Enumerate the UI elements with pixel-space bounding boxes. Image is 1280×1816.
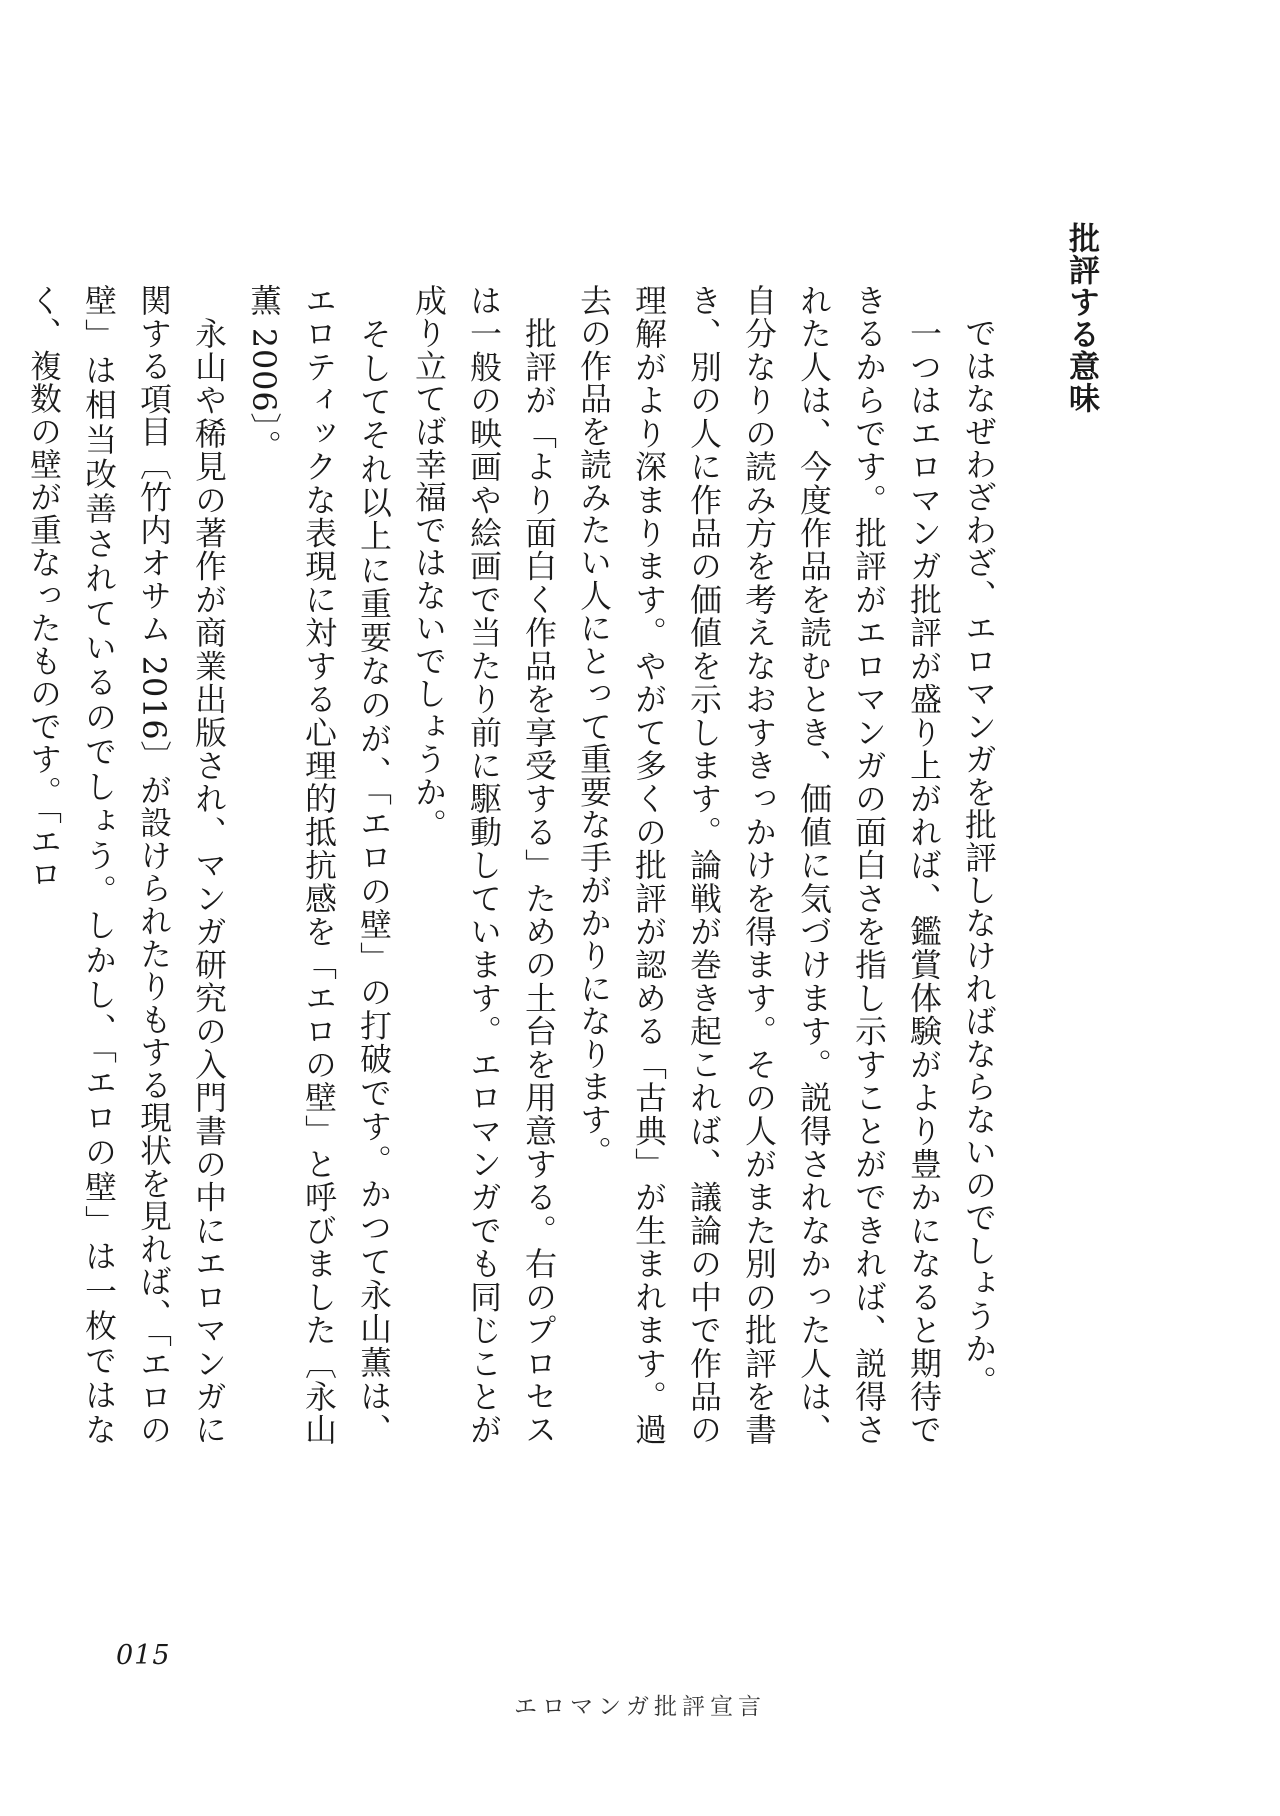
running-title: エロマンガ批評宣言: [514, 1694, 766, 1720]
paragraph: 永山や稀見の著作が商業出版され、マンガ研究の入門書の中にエロマンガに関する項目〔竹内オサム 2016〕が設けられたりもする現状を見れば、「エロの壁」は相当改善されているのでしょう。しかし、「エロの壁」は一枚ではなく、複数の壁が重なったものです。「エロ: [25, 284, 227, 1446]
paragraph: 一つはエロマンガ批評が盛り上がれば、鑑賞体験がより豊かになると期待できるからです。批評がエロマンガの面白さを指し示すことができれば、説得された人は、今度作品を読むとき、価値に気づけます。説得されなかった人は、自分なりの読み方を考えなおすきっかけを得ます。その人がまた別の批評を書き、別の人に作品の価値を示します。論戦が巻き起これば、議論の中で作品の理解がより深まります。やがて多くの批評が認める「古典」が生まれます。過去の作品を読みたい人にとって重要な手がかりになります。: [575, 284, 942, 1446]
body-text: [25, 284, 1006, 1446]
page-number: 015: [116, 1640, 171, 1671]
paragraph: ではなぜわざわざ、エロマンガを批評しなければならないのでしょうか。: [960, 284, 997, 1398]
section-heading: 批評する意味: [1063, 222, 1099, 414]
paragraph: 批評が「より面白く作品を享受する」ための土台を用意する。右のプロセスは一般の映画や絵画で当たり前に駆動しています。エロマンガでも同じことが成り立てば幸福ではないでしょうか。: [410, 284, 557, 1446]
paragraph: そしてそれ以上に重要なのが、「エロの壁」の打破です。かつて永山薫は、エロティックな表現に対する心理的抵抗感を「エロの壁」と呼びました〔永山薫 2006〕。: [245, 284, 392, 1446]
